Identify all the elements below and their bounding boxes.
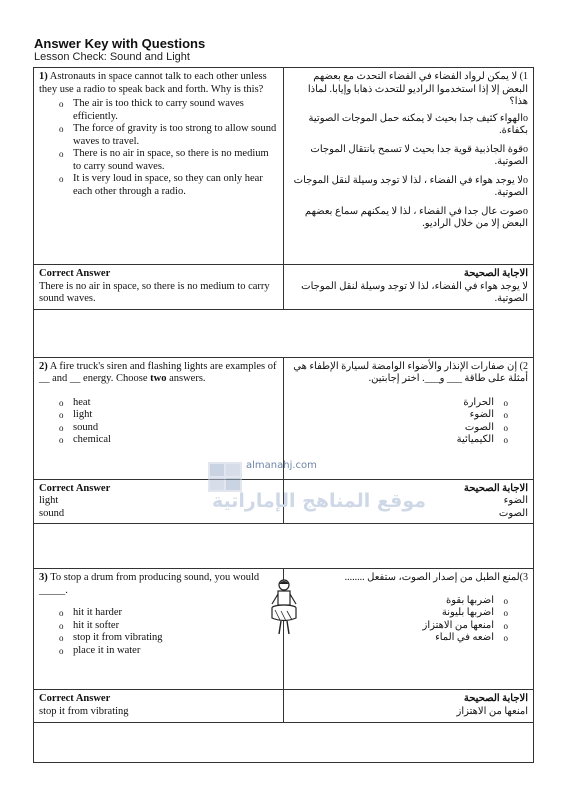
list-item: oقوة الجاذبية قوية جدا بحيث لا تسمح بانتقال الموجات الصوتية. <box>310 143 528 167</box>
question-1-en <box>34 68 284 265</box>
correct-answer-label-ar: الاجابة الصحيحة <box>463 482 528 494</box>
list-item: o اضربها بليونة <box>289 607 528 620</box>
question-2-emphasis: two <box>150 373 167 384</box>
watermark-site: almanahj.com <box>246 460 317 471</box>
question-3-ar-text: 3)لمنع الطبل من إصدار الصوت، ستفعل ........ <box>344 572 528 583</box>
spacer-row <box>34 723 534 763</box>
list-item: o sound <box>39 422 278 435</box>
question-1-text: Astronauts in space cannot talk to each other unless they use a radio to speak back and forth. Why is this? <box>39 71 267 95</box>
correct-answer-label-ar: الاجابة الصحيحة <box>463 268 528 279</box>
answer-1-en <box>34 265 284 310</box>
list-item: oلا يوجد هواء في الفضاء ، لذا لا توجد وسيلة لنقل الموجات الصوتية. <box>293 174 528 198</box>
question-3-text: To stop a drum from producing sound, you would _____. <box>39 572 260 596</box>
list-item: o place it in water <box>39 645 278 658</box>
list-item: o الكيميائية <box>289 434 528 447</box>
answer-row-3 <box>34 690 534 723</box>
list-item: o اضعه في الماء <box>289 632 528 645</box>
list-item: oصوت عال جدا في الفضاء ، لذا لا يمكنهم سماع بعضهم البعض إلا من خلال الراديو. <box>304 205 528 229</box>
blank-cell <box>34 309 534 357</box>
correct-answer-label-ar: الاجابة الصحيحة <box>463 693 528 704</box>
correct-answer-text: stop it from vibrating <box>39 705 129 717</box>
spacer-row <box>34 309 534 357</box>
question-1-options <box>39 98 278 198</box>
page-subtitle: Lesson Check: Sound and Light <box>34 51 190 63</box>
list-item: o chemical <box>39 434 278 447</box>
answer-3-en <box>34 690 284 723</box>
list-item: o It is very loud in space, so they can only hear each other through a radio. <box>39 173 278 198</box>
list-item: o hit it harder <box>39 607 278 620</box>
page-title: Answer Key with Questions <box>34 36 206 51</box>
list-item: o الصوت <box>289 422 528 435</box>
list-item: o light <box>39 409 278 422</box>
answer-3-ar <box>284 690 534 723</box>
question-3-ar <box>284 569 534 690</box>
correct-answer-label: Correct Answer <box>39 693 111 704</box>
answer-key-table <box>33 67 534 763</box>
question-2-ar-text: 2) إن صفارات الإنذار والأضواء الوامضة لسيارة الإطفاء هي أمثلة على طاقة ___ و___. اختر إجابتين. <box>293 360 528 384</box>
list-item: o الحرارة <box>289 397 528 410</box>
correct-answer-text: light <box>39 495 59 506</box>
question-3-options <box>39 607 278 657</box>
correct-answer-text: There is no air in space, so there is no medium to carry sound waves. <box>39 280 270 304</box>
question-3-en <box>34 569 284 690</box>
correct-answer-text-ar: امنعها من الاهتزاز <box>456 705 528 717</box>
question-3-number: 3) <box>39 572 48 583</box>
list-item: o There is no air in space, so there is no medium to carry sound waves. <box>39 148 278 173</box>
list-item: o stop it from vibrating <box>39 632 278 645</box>
page-header <box>34 36 205 64</box>
correct-answer-text: sound <box>39 507 65 519</box>
list-item: o امنعها من الاهتزاز <box>289 620 528 633</box>
question-row-1 <box>34 68 534 265</box>
correct-answer-text-ar: الصوت <box>498 507 528 519</box>
list-item: o اضربها بقوة <box>289 595 528 608</box>
question-2-options <box>39 397 278 447</box>
answer-1-ar <box>284 265 534 310</box>
question-2-text: A fire truck's siren and flashing lights are examples of __ and __ energy. Choose <box>39 360 277 384</box>
list-item: o The air is too thick to carry sound waves efficiently. <box>39 98 278 123</box>
question-2-ar-options <box>289 397 528 447</box>
question-1-number: 1) <box>39 71 48 82</box>
watermark-arabic: موقع المناهج الإماراتية <box>212 490 427 512</box>
list-item: o The force of gravity is too strong to allow sound waves to travel. <box>39 123 278 148</box>
question-3-ar-options <box>289 595 528 645</box>
question-1-ar <box>284 68 534 265</box>
question-1-ar-text: 1) لا يمكن لرواد الفضاء في الفضاء التحدث مع بعضهم البعض إلا إذا استخدموا الراديو للتحدث ذهابا وإيابا. لماذا هذا؟ <box>307 71 528 107</box>
correct-answer-label: Correct Answer <box>39 482 111 494</box>
answer-row-1 <box>34 265 534 310</box>
drummer-illustration <box>269 578 299 636</box>
correct-answer-text-ar: الضوء <box>503 495 528 506</box>
question-2-text-end: answers. <box>166 373 206 384</box>
list-item: o الضوء <box>289 409 528 422</box>
question-2-number: 2) <box>39 360 48 372</box>
list-item: oالهواء كثيف جدا بحيث لا يمكنه حمل الموجات الصوتية بكفاءة. <box>308 112 528 136</box>
correct-answer-text-ar: لا يوجد هواء في الفضاء، لذا لا توجد وسيلة لنقل الموجات الصوتية. <box>301 280 528 304</box>
correct-answer-label: Correct Answer <box>39 268 111 279</box>
list-item: o hit it softer <box>39 620 278 633</box>
blank-cell <box>34 723 534 763</box>
list-item: o heat <box>39 397 278 410</box>
